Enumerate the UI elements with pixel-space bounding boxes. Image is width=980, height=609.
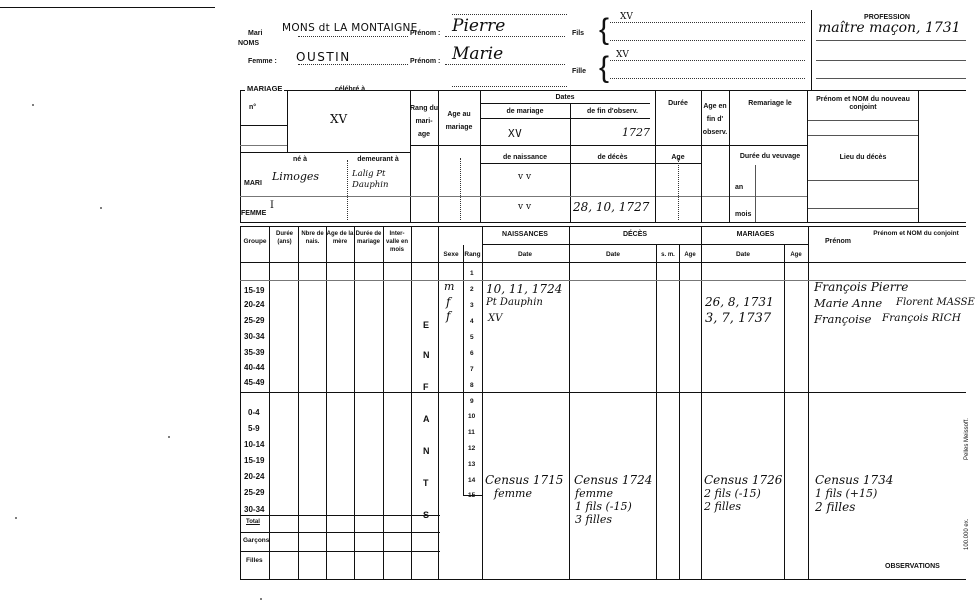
fille-line-2 <box>610 78 805 79</box>
groupe-label: 30-34 <box>244 505 265 514</box>
rang-number: 6 <box>470 350 474 357</box>
profession-vline <box>811 10 812 90</box>
femme-row-label: FEMME <box>241 210 267 217</box>
naissance-value: 10, 11, 1724 <box>486 282 563 296</box>
rang-number: 7 <box>470 366 474 373</box>
dates-mari-rule <box>410 196 807 197</box>
speck <box>15 517 17 519</box>
groupe-label: 25-29 <box>244 488 265 497</box>
conjoint-value: François RICH <box>882 312 961 324</box>
mariage-date-value: 26, 8, 1731 <box>705 295 774 309</box>
groupe-label: Garçons <box>243 537 270 544</box>
mari-label: Mari <box>248 30 263 37</box>
age-mere-header: Age de la mère <box>326 231 354 245</box>
duree-ans-header: Durée (ans) <box>275 231 293 245</box>
mari-ne-a: Limoges <box>272 170 320 183</box>
intervalle-header: Inter- valle en mois <box>385 231 408 253</box>
sexe-value: m <box>444 280 455 293</box>
col-vline <box>784 245 785 579</box>
mois-label: mois <box>735 211 752 218</box>
col-vline <box>438 226 439 579</box>
top-line <box>452 14 567 15</box>
speck <box>168 436 170 438</box>
groupe-label: 10-14 <box>244 440 265 449</box>
sexe-header: Sexe <box>443 251 459 258</box>
speck <box>260 598 262 600</box>
mariage-date-header: Date <box>735 251 751 258</box>
femme-row-rule <box>240 222 966 223</box>
census-1734-detail: 1 fils (+15) <box>815 487 878 500</box>
age2-label: Age <box>671 154 685 161</box>
census-1734: Census 1734 <box>815 473 894 487</box>
col-vline <box>679 245 680 579</box>
celebre-bottom <box>240 152 410 153</box>
fils-line-1 <box>610 22 805 23</box>
speck <box>100 207 102 209</box>
dates-row-rule <box>410 145 807 146</box>
right-rule-3 <box>808 180 918 181</box>
observations-label: OBSERVATIONS <box>885 563 940 570</box>
census-1726-detail: 2 filles <box>704 500 742 513</box>
groupe-label: 15-19 <box>244 286 265 295</box>
age-fin-label: Age en fin d' observ. <box>702 103 728 136</box>
age-dotted <box>460 158 461 220</box>
en-label: an <box>735 184 744 191</box>
fille-brace: { <box>599 51 610 84</box>
census-1724-detail: 3 filles <box>575 513 613 526</box>
col-vline <box>383 226 384 579</box>
groupe-label: 5-9 <box>248 424 260 433</box>
demeurant-label: demeurant à <box>357 156 399 163</box>
rang-number: 9 <box>470 398 474 405</box>
census-1724-detail: femme <box>575 487 613 500</box>
fils-line-2 <box>610 40 805 41</box>
groupe-label: 15-19 <box>244 456 265 465</box>
sm-header: s. m. <box>661 252 675 258</box>
census-1724: Census 1724 <box>574 473 653 487</box>
col-vline <box>298 226 299 579</box>
table-header-rule <box>240 262 966 263</box>
enfants-letter: T <box>423 478 429 488</box>
groupe-label: 25-29 <box>244 316 265 325</box>
mari-name-line <box>298 36 408 37</box>
mari-prenom-label: Prénom : <box>410 30 441 37</box>
groupe-label: 40-44 <box>244 363 265 372</box>
census-1726-detail: 2 fils (-15) <box>704 487 761 500</box>
de-deces-label: de décès <box>597 154 628 161</box>
mari-row-label: MARI <box>244 180 262 187</box>
rang-number: 10 <box>468 413 476 420</box>
count-text: 100.000 ex. <box>964 518 970 550</box>
date-mariage-value: XV <box>508 127 523 140</box>
col-vline <box>463 245 464 495</box>
mariage-age-header: Age <box>790 252 802 258</box>
rang-number: 8 <box>470 382 474 389</box>
col-vline <box>656 245 657 579</box>
deces-age-header: Age <box>684 252 696 258</box>
duree-label: Durée <box>668 100 688 107</box>
femme-prenom-label: Prénom : <box>410 58 441 65</box>
femme-prenom-line <box>445 64 565 65</box>
rang-number: 5 <box>470 334 474 341</box>
profession-label: PROFESSION <box>864 14 910 21</box>
naiss-date-header: Date <box>517 251 533 258</box>
enfants-letter: F <box>423 382 429 392</box>
row-rule <box>463 495 482 496</box>
rang-number: 14 <box>468 477 476 484</box>
dates-label: Dates <box>555 94 575 101</box>
right-rule-1 <box>808 120 918 121</box>
enfants-letter: N <box>423 446 430 456</box>
mari-prenom-line <box>445 36 565 37</box>
femme-name: OUSTIN <box>296 50 351 64</box>
duree-mariage-header: Durée de mariage <box>355 231 382 245</box>
rang-number: 1 <box>470 270 474 277</box>
de-mariage-label: de mariage <box>506 108 544 115</box>
table-top-rule <box>240 226 966 227</box>
femme-deces-value: 28, 10, 1727 <box>573 200 650 214</box>
census-1715: Census 1715 <box>485 473 564 487</box>
groupe-header: Groupe <box>243 238 267 245</box>
speck <box>32 104 34 106</box>
groupe-label: Total <box>246 519 260 525</box>
mariages-header: MARIAGES <box>736 231 775 238</box>
extra-line <box>452 86 567 87</box>
rang-right-vline <box>438 90 439 222</box>
mariage-label: MARIAGE <box>247 84 283 93</box>
census-1724-detail: 1 fils (-15) <box>575 500 632 513</box>
right-rule-4 <box>808 208 918 209</box>
no-label: n° <box>249 104 257 111</box>
rang-number: 11 <box>468 429 475 436</box>
rang-number: 2 <box>470 286 474 293</box>
rang-label: Rang du mari- age <box>410 105 438 138</box>
row-rule <box>240 392 966 393</box>
rang-number: 13 <box>468 461 476 468</box>
sexe-value: f <box>446 295 451 309</box>
dates-sub-rule <box>480 103 650 104</box>
fille-label: Fille <box>572 68 587 75</box>
fille-line-1 <box>610 60 805 61</box>
prenom-header: Prénom <box>824 238 852 245</box>
no-rule <box>240 125 287 126</box>
col-vline <box>482 226 483 579</box>
mari-prenom: Pierre <box>452 16 506 36</box>
row-rule <box>240 515 440 516</box>
mariage-date-value: 3, 7, 1737 <box>705 311 772 326</box>
conjoint-value: Florent MASSE <box>896 297 975 308</box>
dates-hdr2-rule <box>480 163 701 164</box>
col-vline <box>269 226 270 579</box>
de-naissance-label: de naissance <box>503 154 547 161</box>
col-vline <box>569 226 570 579</box>
duree-left-vline <box>655 90 656 222</box>
lieu-deces-label: Lieu du décès <box>839 154 887 161</box>
veuvage-vline <box>755 165 756 222</box>
groupe-label: 20-24 <box>244 300 265 309</box>
groupe-label: 35-39 <box>244 348 265 357</box>
prenom-nom-label: Prénom et NOM du nouveau conjoint <box>816 96 910 111</box>
right-vline-end <box>918 90 919 222</box>
mari-name: MONS dt LA MONTAIGNE <box>282 22 418 34</box>
prenom-nom-conjoint-header: Prénom et NOM du conjoint <box>873 230 959 237</box>
fils-value: XV <box>620 12 633 22</box>
prenom-value: François Pierre <box>814 280 909 294</box>
census-1715-detail: femme <box>494 487 532 500</box>
nbre-naiss-header: Nbre de nais. <box>301 231 324 245</box>
no-rule-2 <box>240 145 287 146</box>
top-left-rule <box>0 7 215 8</box>
naissance-value: Pt Dauphin <box>486 297 543 308</box>
naissances-header: NAISSANCES <box>502 231 548 238</box>
ne-a-label: né à <box>292 156 307 163</box>
duree-veuvage-label: Durée du veuvage <box>739 153 801 160</box>
profession-rule-2 <box>816 60 966 61</box>
mari-demeurant: Lalig Pt Dauphin <box>352 169 389 190</box>
mari-row-rule <box>240 196 410 197</box>
prenom-value: Françoise <box>814 312 872 326</box>
sexe-value: f <box>446 309 451 323</box>
naissance-value: XV <box>488 313 503 324</box>
rang-header: Rang <box>464 251 481 258</box>
col-vline <box>701 226 702 579</box>
printer-text: Pelles Meissoff. <box>964 418 970 460</box>
enfants-letter: N <box>423 350 430 360</box>
de-fin-label: de fin d'observ. <box>587 108 638 115</box>
demeurant-divider <box>347 160 348 220</box>
col-vline <box>411 226 412 579</box>
enfants-letter: E <box>423 320 430 330</box>
col-vline <box>808 226 809 579</box>
fille-value: XV <box>616 50 629 60</box>
profession-value: maître maçon, 1731 <box>818 20 961 36</box>
groupe-label: 45-49 <box>244 378 265 387</box>
femme-prenom: Marie <box>452 44 504 64</box>
rang-number: 4 <box>470 318 474 325</box>
table-left-vline <box>240 226 241 579</box>
celebre-vline <box>287 90 288 152</box>
enfants-letter: A <box>423 414 430 424</box>
col-vline <box>326 226 327 579</box>
remariage-label: Remariage le <box>748 100 792 107</box>
prenom-value: Marie Anne <box>814 296 883 310</box>
mari-naissance-value: v v <box>518 172 532 182</box>
row-rule <box>240 532 440 533</box>
census-1726: Census 1726 <box>704 473 783 487</box>
dates-hdr-rule <box>480 118 650 119</box>
right-rule-2 <box>808 135 918 136</box>
femme-label: Femme : <box>248 58 277 65</box>
profession-rule-1 <box>816 40 966 41</box>
table-bottom-rule <box>240 579 966 580</box>
celebre-value: XV <box>330 112 348 126</box>
row-rule <box>240 551 440 552</box>
profession-rule-3 <box>816 78 966 79</box>
celebre-label: célébré à <box>334 86 366 93</box>
groupe-label: 0-4 <box>248 408 260 417</box>
hdr-sub-rule <box>482 244 808 245</box>
groupe-label: Filles <box>246 557 263 564</box>
fils-label: Fils <box>572 30 585 37</box>
fils-brace: { <box>599 13 610 46</box>
femme-name-line <box>298 64 408 65</box>
groupe-label: 20-24 <box>244 472 265 481</box>
age-label: Age au mariage <box>445 111 473 131</box>
rang-number: 12 <box>468 445 476 452</box>
rang-number: 3 <box>470 302 474 309</box>
groupe-label: 30-34 <box>244 332 265 341</box>
col-vline <box>354 226 355 579</box>
deces-date-header: Date <box>605 251 621 258</box>
mariage-left-vline <box>240 90 241 222</box>
duree-dotted <box>678 158 679 220</box>
femme-naissance-value: v v <box>518 202 532 212</box>
date-fin-value: 1727 <box>622 126 650 139</box>
census-1734-detail: 2 filles <box>815 500 856 514</box>
deces-header: DÉCÈS <box>622 231 648 238</box>
femme-ne-a: I <box>270 200 274 211</box>
noms-label: NOMS <box>238 40 259 47</box>
